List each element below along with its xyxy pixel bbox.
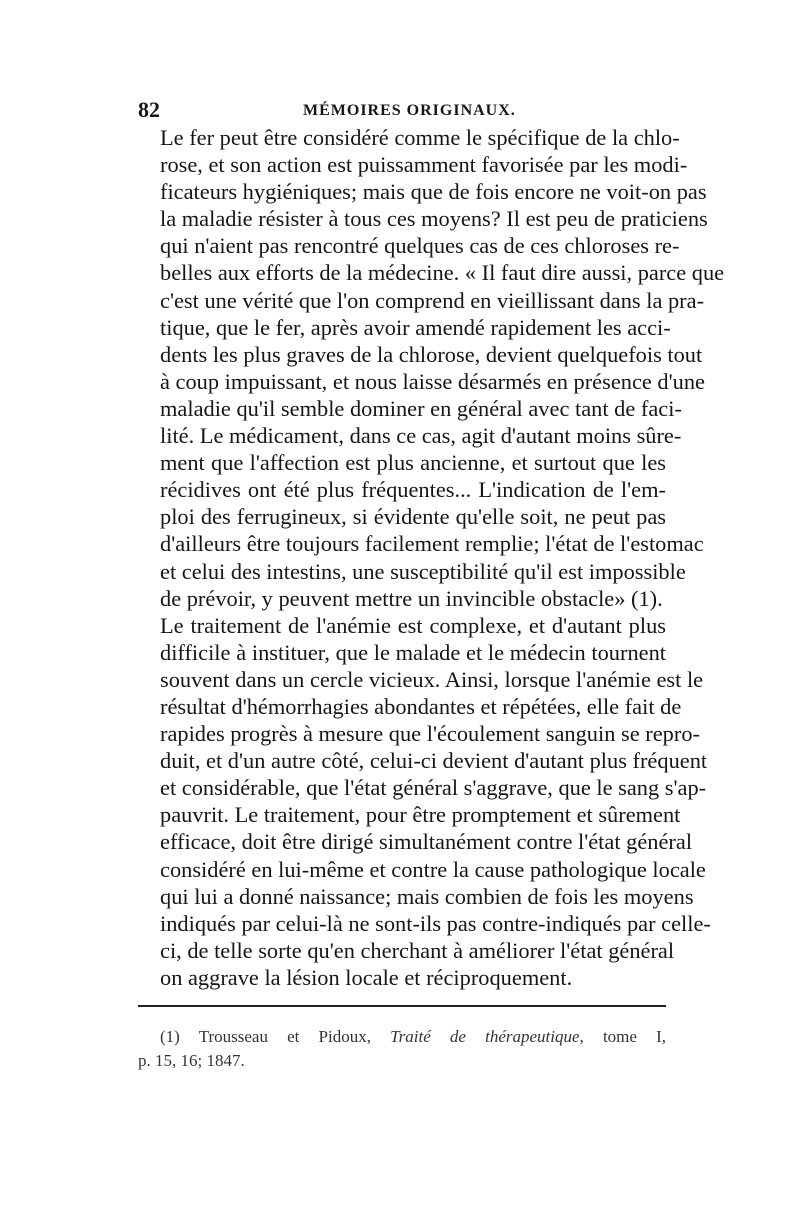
text-line: ment que l'affection est plus ancienne, et surtout que les — [160, 450, 666, 476]
footnote-rule — [138, 1005, 666, 1007]
text-line: à coup impuissant, et nous laisse désarmés en présence d'une — [160, 368, 705, 394]
text-line: efficace, doit être dirigé simultanément contre l'état général — [160, 829, 693, 855]
text-line: ficateurs hygiéniques; mais que de fois encore ne voit-on pas — [160, 179, 707, 205]
text-line: et considérable, que l'état général s'aggrave, que le sang s'ap- — [160, 775, 707, 801]
footnote-line: p. 15, 16; 1847. — [138, 1051, 245, 1070]
text-line: difficile à instituer, que le malade et le médecin tournent — [160, 639, 666, 665]
text-line: indiqués par celui-là ne sont-ils pas contre-indiqués par celle- — [160, 910, 711, 936]
text-line: récidives ont été plus fréquentes... L'indication de l'em- — [160, 477, 666, 503]
footnote-marker: (1) — [160, 1027, 180, 1046]
text-line: souvent dans un cercle vicieux. Ainsi, lorsque l'anémie est le — [160, 666, 704, 692]
text-line: ploi des ferrugineux, si évidente qu'elle soit, ne peut pas — [160, 504, 666, 530]
text-line: et celui des intestins, une susceptibilité qu'il est impossible — [160, 558, 686, 584]
text-line: rose, et son action est puissamment favorisée par les modi- — [160, 152, 688, 178]
text-line: résultat d'hémorrhagies abondantes et répétées, elle fait de — [160, 693, 682, 719]
footnote-volume: , tome I, — [579, 1027, 666, 1046]
text-line: qui lui a donné naissance; mais combien de fois les moyens — [160, 883, 694, 909]
page-header — [138, 98, 668, 122]
paragraph — [138, 124, 725, 612]
body-text — [138, 124, 725, 991]
text-line: dents les plus graves de la chlorose, devient quelquefois tout — [160, 341, 703, 367]
footnote-title: Traité de thérapeutique — [390, 1027, 580, 1046]
text-line: maladie qu'il semble dominer en général avec tant de faci- — [160, 395, 682, 421]
footnote — [138, 1025, 666, 1073]
text-line: belles aux efforts de la médecine. « Il faut dire aussi, parce que — [160, 260, 725, 286]
text-line: Le fer peut être considéré comme le spécifique de la chlo- — [160, 125, 680, 150]
text-line: considéré en lui-même et contre la cause pathologique locale — [160, 856, 706, 882]
footnote-authors: Trousseau et Pidoux, — [198, 1027, 371, 1046]
text-line: la maladie résister à tous ces moyens? Il est peu de praticiens — [160, 206, 708, 232]
text-line: ci, de telle sorte qu'en cherchant à améliorer l'état général — [160, 937, 675, 963]
footnote-line — [138, 1025, 666, 1049]
text-line: duit, et d'un autre côté, celui-ci devient d'autant plus fréquent — [160, 748, 708, 774]
text-line: c'est une vérité que l'on comprend en vieillissant dans la pra- — [160, 287, 705, 313]
text-line: rapides progrès à mesure que l'écoulement sanguin se repro- — [160, 721, 700, 747]
text-line: lité. Le médicament, dans ce cas, agit d'autant moins sûre- — [160, 423, 682, 449]
text-line: qui n'aient pas rencontré quelques cas de ces chloroses re- — [160, 233, 680, 259]
text-line: d'ailleurs être toujours facilement remplie; l'état de l'estomac — [160, 531, 704, 557]
running-head: MÉMOIRES ORIGINAUX. — [303, 102, 516, 119]
text-line: tique, que le fer, après avoir amendé rapidement les acci- — [160, 314, 671, 340]
text-line: on aggrave la lésion locale et réciproquement. — [160, 964, 573, 990]
text-line: pauvrit. Le traitement, pour être promptement et sûrement — [160, 802, 681, 828]
paragraph — [138, 612, 711, 991]
text-line: de prévoir, y peuvent mettre un invincible obstacle» (1). — [160, 585, 663, 611]
text-line: Le traitement de l'anémie est complexe, et d'autant plus — [160, 612, 666, 638]
page-number: 82 — [138, 97, 160, 122]
